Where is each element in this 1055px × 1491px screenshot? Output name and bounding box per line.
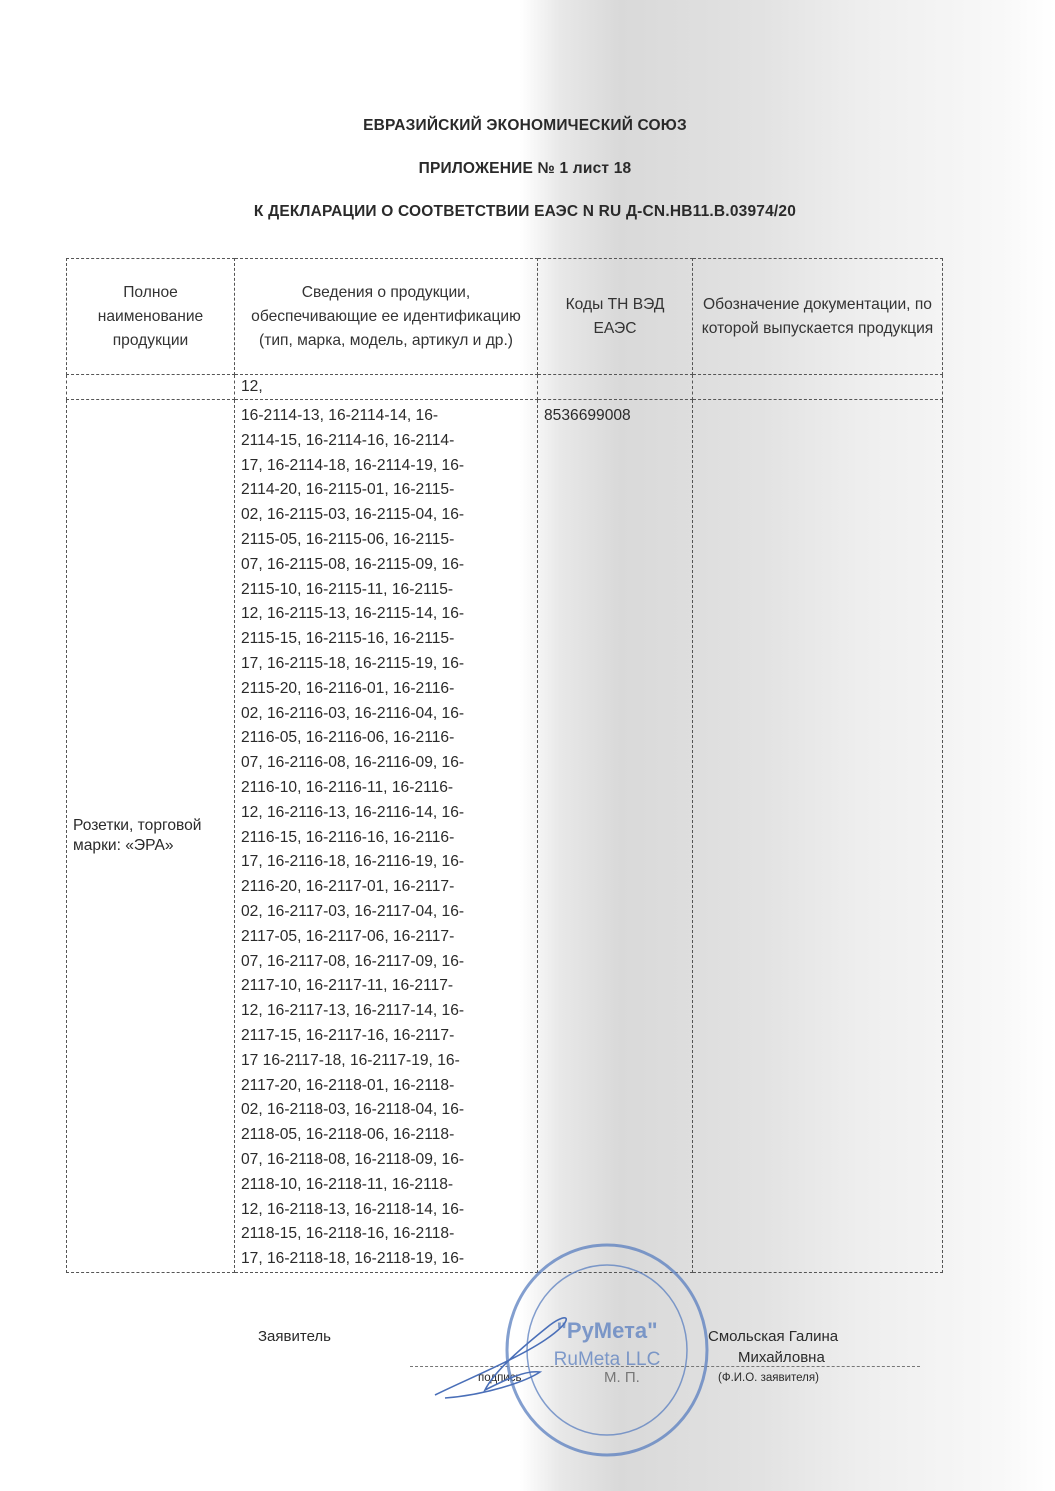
model-line: 07, 16-2115-08, 16-2115-09, 16-	[241, 555, 465, 573]
signature-caption: подпись	[478, 1372, 522, 1384]
model-line: 2118-10, 16-2118-11, 16-2118-	[241, 1175, 454, 1193]
model-line: 2117-15, 16-2117-16, 16-2117-	[241, 1026, 455, 1044]
model-line: 02, 16-2117-03, 16-2117-04, 16-	[241, 902, 465, 920]
applicant-name-line1: Смольская Галина	[708, 1328, 839, 1345]
model-line: 17, 16-2118-18, 16-2118-19, 16-	[241, 1250, 465, 1268]
model-line: 2115-10, 16-2115-11, 16-2115-	[241, 580, 454, 598]
empty-cell	[67, 375, 235, 400]
model-line: 12, 16-2115-13, 16-2115-14, 16-	[241, 605, 465, 623]
model-line: 2115-05, 16-2115-06, 16-2115-	[241, 530, 455, 548]
table-row	[67, 375, 943, 400]
model-line: 2116-15, 16-2116-16, 16-2116-	[241, 828, 455, 846]
appendix-title: ПРИЛОЖЕНИЕ № 1 лист 18	[418, 160, 632, 177]
model-line: 2114-20, 16-2115-01, 16-2115-	[241, 481, 455, 499]
column-header-codes: Коды ТН ВЭД ЕАЭС	[538, 259, 693, 375]
model-line: 02, 16-2115-03, 16-2115-04, 16-	[241, 506, 465, 524]
stamp-text-ru: "РуМета"	[556, 1318, 658, 1343]
stamp-caption: М. П.	[604, 1369, 640, 1386]
column-header-product-name: Полное наименование продукции	[67, 259, 235, 375]
model-line: 07, 16-2116-08, 16-2116-09, 16-	[241, 754, 465, 772]
model-line: 2116-20, 16-2117-01, 16-2117-	[241, 878, 455, 896]
union-title: ЕВРАЗИЙСКИЙ ЭКОНОМИЧЕСКИЙ СОЮЗ	[363, 117, 687, 134]
empty-cell	[693, 375, 943, 400]
model-line: 2117-10, 16-2117-11, 16-2117-	[241, 977, 454, 995]
signature-scribble	[425, 1310, 605, 1405]
model-line: 2118-15, 16-2118-16, 16-2118-	[241, 1225, 455, 1243]
model-line: 2116-05, 16-2116-06, 16-2116-	[241, 729, 455, 747]
stamp-text-en: RuMeta LLC	[553, 1349, 661, 1370]
model-line: 2117-20, 16-2118-01, 16-2118-	[241, 1076, 455, 1094]
code-cell: 8536699008	[538, 400, 693, 1273]
model-line: 2117-05, 16-2117-06, 16-2117-	[241, 927, 455, 945]
model-line: 02, 16-2116-03, 16-2116-04, 16-	[241, 704, 465, 722]
column-header-documentation: Обозначение документации, по которой выпускается продукция	[693, 259, 943, 375]
model-line: 17 16-2117-18, 16-2117-19, 16-	[241, 1051, 460, 1069]
model-line: 2118-05, 16-2118-06, 16-2118-	[241, 1126, 455, 1144]
model-line: 02, 16-2118-03, 16-2118-04, 16-	[241, 1101, 465, 1119]
product-name-cell: Розетки, торговой марки: «ЭРА»	[67, 400, 235, 1273]
applicant-label: Заявитель	[258, 1328, 331, 1345]
table-header-row	[67, 259, 943, 375]
model-line: 2115-20, 16-2116-01, 16-2116-	[241, 679, 455, 697]
table-row	[67, 400, 943, 1273]
model-line: 2114-15, 16-2114-16, 16-2114-	[241, 431, 455, 449]
model-line: 12, 16-2118-13, 16-2118-14, 16-	[241, 1200, 465, 1218]
model-line: 17, 16-2116-18, 16-2116-19, 16-	[241, 853, 465, 871]
model-line: 17, 16-2114-18, 16-2114-19, 16-	[241, 456, 465, 474]
empty-cell	[538, 375, 693, 400]
applicant-name-caption: (Ф.И.О. заявителя)	[718, 1372, 819, 1384]
model-line: 2115-15, 16-2115-16, 16-2115-	[241, 630, 455, 648]
column-header-identification: Сведения о продукции, обеспечивающие ее идентификацию (тип, марка, модель, артикул и др.)	[235, 259, 538, 375]
model-line: 2116-10, 16-2116-11, 16-2116-	[241, 778, 454, 796]
model-line: 12, 16-2116-13, 16-2116-14, 16-	[241, 803, 465, 821]
documentation-cell	[693, 400, 943, 1273]
applicant-name-line2: Михайловна	[738, 1349, 825, 1366]
products-table	[66, 258, 943, 1273]
model-line: 07, 16-2118-08, 16-2118-09, 16-	[241, 1150, 465, 1168]
declaration-title: К ДЕКЛАРАЦИИ О СООТВЕТСТВИИ ЕАЭС N RU Д-CN.НВ11.В.03974/20	[253, 203, 797, 220]
models-cell	[235, 400, 538, 1273]
models-cell: 12,	[235, 375, 538, 400]
model-line: 12, 16-2117-13, 16-2117-14, 16-	[241, 1002, 465, 1020]
model-line: 17, 16-2115-18, 16-2115-19, 16-	[241, 654, 465, 672]
model-line: 16-2114-13, 16-2114-14, 16-	[241, 407, 439, 424]
model-line: 07, 16-2117-08, 16-2117-09, 16-	[241, 952, 465, 970]
